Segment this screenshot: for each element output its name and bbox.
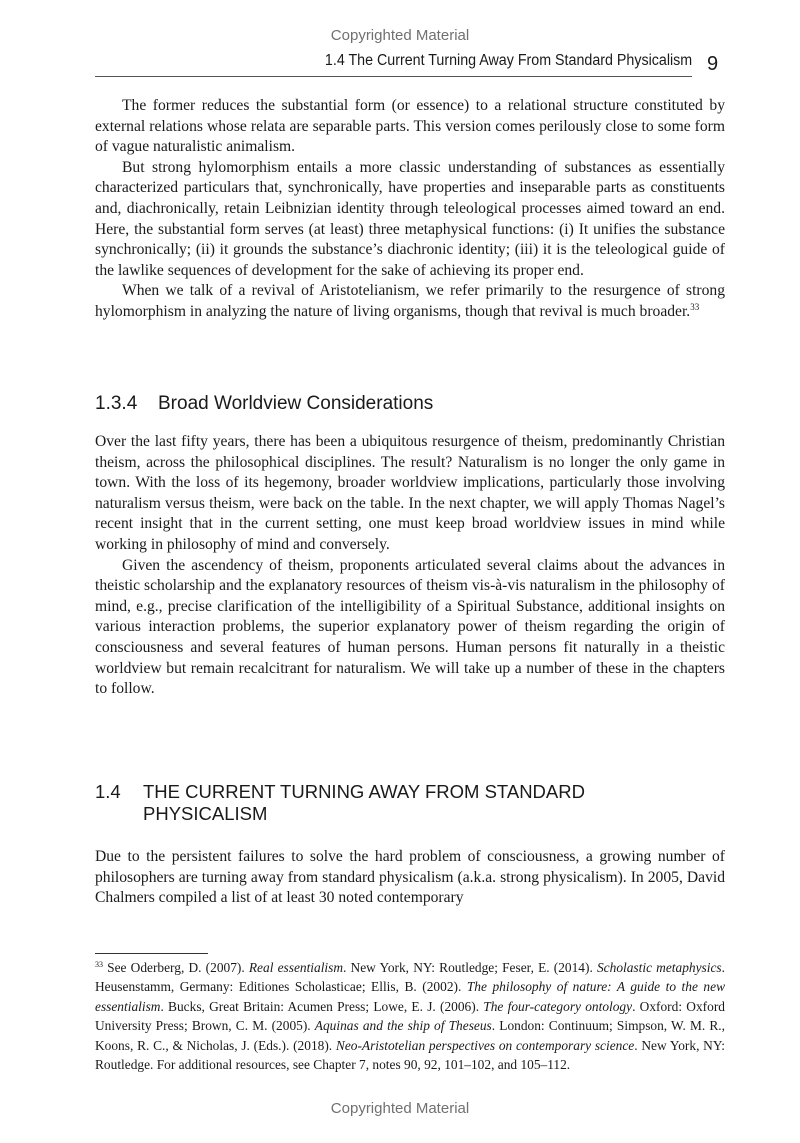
paragraph [95,281,725,322]
citation-title: Scholastic metaphysics [596,960,722,975]
footnote-ref-33[interactable]: 33 [690,301,700,312]
footnote-text [95,960,725,1072]
section-number: 1.4 [95,781,121,802]
paragraph: But strong hylomorphism entails a more classic understanding of substances as essentially characterized particulars that, synchronically, have properties and inseparable parts as constituents and, diachronically, retain Leibnizian identity through teleological processes aimed toward an end. Here, the substantial form serves (at least) three metaphysical functions: (i) It unifies the substance synchronically; (ii) it grounds the substance’s diachronic identity; (iii) it is the teleological guide of the lawlike sequences of development for the sake of achieving its proper end. [95,158,725,279]
section-heading-1-3-4 [95,393,433,415]
body-block-hylomorphism [95,96,725,323]
paragraph: The former reduces the substantial form (or essence) to a relational structure constituted by external relations whose relata are separable parts. This version comes perilously close to some form of vague naturalistic animalism. [95,97,725,156]
paragraph: Due to the persistent failures to solve the hard problem of consciousness, a growing number of philosophers are turning away from standard physicalism (a.k.a. strong physicalism). In 2005, David Chalmers compiled a list of at least 30 noted contemporary [95,848,725,907]
copyright-watermark-top: Copyrighted Material [330,27,470,44]
section-number: 1.3.4 [95,393,138,414]
paragraph: Given the ascendency of theism, proponents articulated several claims about the advances in theistic scholarship and the explanatory resources of theism vis-à-vis naturalism in the philosophy of mind, e.g., precise clarification of the intelligibility of a Spiritual Substance, additional insights on various interaction problems, the superior explanatory power of theism regarding the origin of consciousness and several features of human persons. Human persons fit naturally in a theistic worldview but remain recalcitrant for naturalism. We will take up a number of these in the chapters to follow. [95,556,725,698]
copyright-watermark-bottom: Copyrighted Material [330,1100,470,1117]
footnotes [95,958,725,1074]
citation-title: The philosophy of nature: A guide to the new essentialism [95,979,725,1014]
section-title: Broad Worldview Considerations [158,393,434,414]
citation-title: The four-category ontology [483,998,633,1014]
citation-text: . Oxford: Oxford University Press; Brown, C. M. (2005). [95,998,725,1034]
footnote-33 [95,958,725,1074]
citation-text: . New York, NY: Routledge; Feser, E. (2014). [343,960,597,975]
citation-title: Real essentialism [248,960,344,975]
citation-text: . New York, NY: Routledge. For additional resources, see Chapter 7, notes 90, 92, 101–102, and 105–112. [95,1037,725,1073]
section-title: THE CURRENT TURNING AWAY FROM STANDARD PHYSICALISM [143,781,585,824]
citation-title: Aquinas and the ship of Theseus [314,1018,492,1034]
footnote-marker: 33 [95,960,103,969]
body-block-worldview [95,432,725,700]
section-heading-1-4 [95,781,643,825]
citation-text: . London: Continuum; Simpson, W. M. R., Koons, R. C., & Nicholas, J. (Eds.). (2018). [95,1018,725,1053]
page-number: 9 [707,53,719,75]
paragraph-text: When we talk of a revival of Aristotelianism, we refer primarily to the resurgence of strong hylomorphism in analyzing the nature of living organisms, though that revival is much broader. [95,282,725,320]
body-block-physicalism [95,847,725,909]
running-head [95,52,692,77]
citation-text: See Oderberg, D. (2007). [103,960,249,975]
citation-title: Neo-Aristotelian perspectives on contemporary science [335,1037,635,1053]
running-head-title: 1.4 The Current Turning Away From Standard Physicalism [324,52,692,69]
citation-text: . Heusenstamm, Germany: Editiones Scholasticae; Ellis, B. (2002). [95,960,725,995]
citation-text: . Bucks, Great Britain: Acumen Press; Lowe, E. J. (2006). [160,998,484,1014]
footnote-divider [95,953,208,954]
paragraph: Over the last fifty years, there has been a ubiquitous resurgence of theism, predominantly Christian theism, across the philosophical disciplines. The result? Naturalism is no longer the only game in town. With the loss of its hegemony, broader worldview implications, particularly those involving naturalism versus theism, were back on the table. In the next chapter, we will apply Thomas Nagel’s recent insight that in the current setting, one must keep broad worldview issues in mind while working in philosophy of mind and conversely. [95,433,725,553]
